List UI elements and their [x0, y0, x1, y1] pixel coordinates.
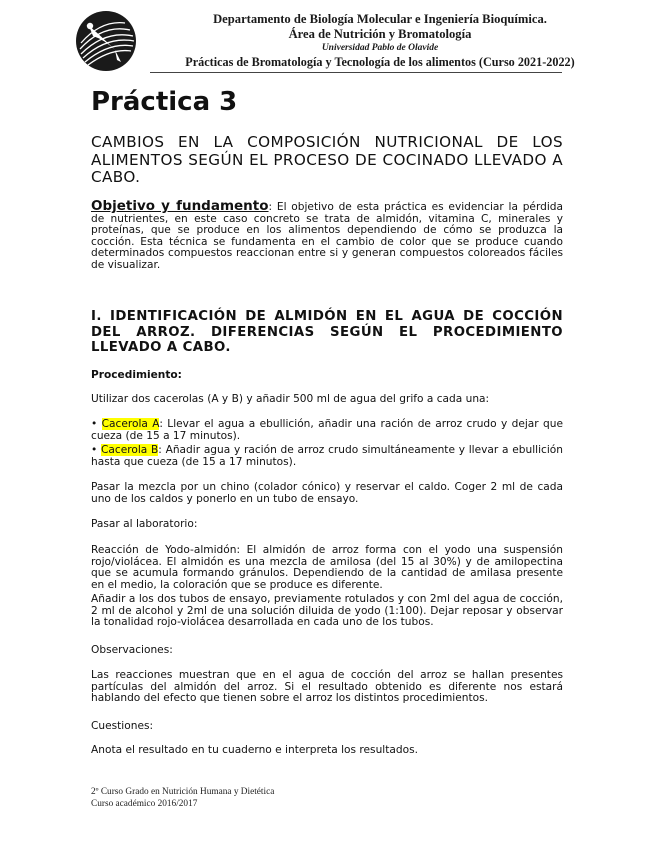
bullet-mark: •: [91, 418, 102, 430]
bullet-cacerola-a: [91, 419, 563, 442]
reacciones-paragraph: Las reacciones muestran que en el agua de cocción del arroz se hallan presentes partículas del almidón del arroz. Si el resultado obtenido es diferente nos estará hablando del efecto que tienen sobre el arroz los distintos procedimientos.: [91, 669, 563, 705]
highlight-cacerola-b: Cacerola B: [101, 444, 159, 456]
header-department: Departamento de Biología Molecular e Ingeniería Bioquímica.: [213, 12, 547, 26]
header-university: Universidad Pablo de Olavide: [321, 43, 439, 53]
header-course: Prácticas de Bromatología y Tecnología de los alimentos (Curso 2021-2022): [185, 55, 575, 69]
objetivo-heading: Objetivo y fundamento: [91, 198, 269, 214]
reaccion-paragraph: Reacción de Yodo-almidón: El almidón de arroz forma con el yodo una suspensión rojo/violácea. El almidón es una mezcla de amilosa (del 15 al 30%) y de amilopectina que se acumula formando gránulos. Dependiendo de la cantidad de amilasa presente en el medio, la coloración que se produce es diferente.: [91, 544, 563, 591]
procedimiento-label: Procedimiento:: [91, 369, 182, 381]
anota-paragraph: Anota el resultado en tu cuaderno e interpreta los resultados.: [91, 744, 418, 756]
practice-subtitle: CAMBIOS EN LA COMPOSICIÓN NUTRICIONAL DE LOS ALIMENTOS SEGÚN EL PROCESO DE COCINADO LLEVADO A CABO.: [91, 133, 563, 186]
bullet-b-text: : Añadir agua y ración de arroz crudo simultáneamente y llevar a ebullición hasta que cueza (de 15 a 17 minutos).: [91, 444, 563, 468]
header-divider: [150, 72, 562, 73]
objetivo-colon: :: [268, 201, 273, 213]
page-footer: [91, 787, 274, 810]
header-area: Área de Nutrición y Bromatología: [288, 27, 472, 41]
footer-academic-year: Curso académico 2016/2017: [91, 798, 198, 809]
pasar-mezcla-paragraph: Pasar la mezcla por un chino (colador cónico) y reservar el caldo. Coger 2 ml de cada uno de los caldos y ponerlo en un tubo de ensayo.: [91, 481, 563, 505]
section-title: I. IDENTIFICACIÓN DE ALMIDÓN EN EL AGUA DE COCCIÓN DEL ARROZ. DIFERENCIAS SEGÚN EL PROCEDIMIENTO LLEVADO A CABO.: [91, 309, 563, 355]
objetivo-text: El objetivo de esta práctica es evidenciar la pérdida de nutrientes, en este caso concreto se trata de almidón, vitamina C, minerales y proteínas, que se produce en los alimentos dependiendo de cómo se produzca la cocción. Esta técnica se fundamenta en el cambio de color que se produce cuando determinados compuestos reaccionan entre si y generan compuestos coloreados fáciles de visualizar.: [91, 201, 564, 271]
page-title: Práctica 3: [91, 87, 238, 117]
objetivo-paragraph: [91, 198, 564, 272]
anadir-paragraph: Añadir a los dos tubos de ensayo, previamente rotulados y con 2ml del agua de cocción, 2 ml de alcohol y 2ml de una solución diluida de yodo (1:100). Dejar reposar y observar la tonalidad rojo-violácea desarrollada en cada uno de los tubos.: [91, 593, 563, 629]
cuestiones-label: Cuestiones:: [91, 720, 154, 732]
observaciones-label: Observaciones:: [91, 644, 173, 656]
university-logo: [75, 10, 137, 72]
bullet-a-text: : Llevar el agua a ebullición, añadir una ración de arroz crudo y dejar que cueza (de 15 a 17 minutos).: [91, 418, 563, 442]
highlight-cacerola-a: Cacerola A: [101, 418, 160, 430]
bullet-cacerola-b: [91, 445, 563, 468]
footer-degree: 2º Curso Grado en Nutrición Humana y Dietética: [91, 787, 275, 797]
bullet-mark: •: [91, 444, 101, 456]
utilizar-paragraph: Utilizar dos cacerolas (A y B) y añadir 500 ml de agua del grifo a cada una:: [91, 393, 490, 405]
pasar-laboratorio-label: Pasar al laboratorio:: [91, 518, 198, 530]
